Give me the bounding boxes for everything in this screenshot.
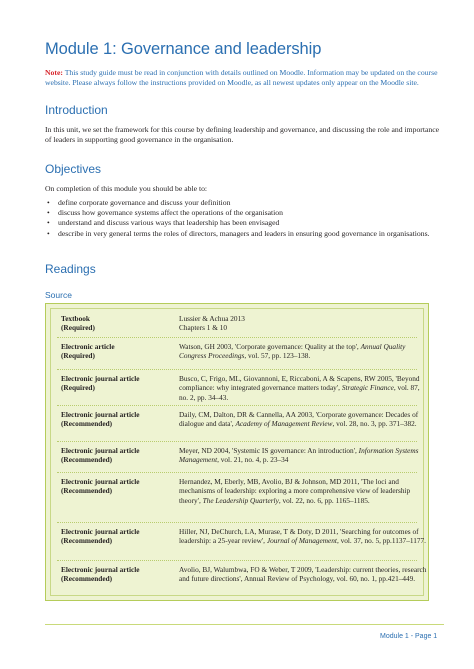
reading-type: Electronic journal article (Recommended) [61,565,140,584]
objective-text: describe in very general terms the roles of directors, managers and leaders in ensuring good governance in organisations. [58,228,430,238]
row-divider [57,472,417,473]
note-label: Note: [45,68,63,77]
reading-type: Electronic journal article (Recommended) [61,446,140,465]
reading-type: Electronic journal article (Required) [61,374,140,393]
objectives-list [45,198,445,239]
bullet-icon: • [47,208,50,218]
objective-item [45,229,445,239]
page-footer: Module 1 - Page 1 [380,633,438,640]
readings-heading: Readings [45,262,96,276]
footer-rule [45,624,444,625]
objective-item [45,208,445,218]
reading-type: Electronic journal article (Recommended) [61,410,140,429]
reading-reference: Hernandez, M, Eberly, MB, Avolio, BJ & Johnson, MD 2011, 'The loci and mechanisms of leadership: exploring a more comprehensive view of leadership theory', The Leadership Quarterly, vol. 22, no. 6, pp. 1165–1185. [179,477,411,505]
reading-reference: Watson, GH 2003, 'Corporate governance: Quality at the top', Annual Quality Congress Proceedings, vol. 57, pp. 123–138. [179,342,406,361]
page-title: Module 1: Governance and leadership [45,40,322,58]
note-text: This study guide must be read in conjunction with details outlined on Moodle. Information may be updated on the course website. Please always follow the instructions provided on Moodle, as all newest updates only appear on the Moodle site. [45,68,438,88]
bullet-icon: • [47,198,50,207]
objective-text: define corporate governance and discuss your definition [58,198,231,207]
reading-type: Textbook (Required) [61,314,95,333]
bullet-icon: • [47,228,50,238]
reading-reference: Busco, C, Frigo, ML, Giovannoni, E, Riccaboni, A & Scapens, RW 2005, 'Beyond compliance: why integrated governance matters today', Strategic Finance, vol. 87, no. 2, pp. 34–43. [179,374,420,402]
readings-table [45,303,429,601]
objective-item [45,198,445,208]
row-divider [57,405,417,406]
note-paragraph [45,68,445,88]
reading-reference: Avolio, BJ, Walumbwa, FO & Weber, T 2009, 'Leadership: current theories, research and future directions', Annual Review of Psychology, vol. 60, no. 1, pp.421–449. [179,565,427,584]
reading-reference: Meyer, ND 2004, 'Systemic IS governance: An introduction', Information Systems Management, vol. 21, no. 4, p. 23–34 [179,446,419,465]
introduction-text: In this unit, we set the framework for this course by defining leadership and governance, and discussing the role and importance of leaders in supporting good governance in the organisation. [45,125,440,145]
objectives-intro: On completion of this module you should be able to: [45,184,208,193]
row-divider [57,369,417,370]
reading-reference: Daily, CM, Dalton, DR & Cannella, AA 2003, 'Corporate governance: Decades of dialogue and data', Academy of Management Review, vol. 28, no. 3, pp. 371–382. [179,410,419,429]
readings-table-inner [50,308,427,596]
reading-type: Electronic journal article (Recommended) [61,477,140,496]
introduction-heading: Introduction [45,103,108,117]
row-divider [57,560,417,561]
reading-reference: Lussier & Achua 2013 Chapters 1 & 10 [179,314,245,333]
reading-type: Electronic article (Required) [61,342,115,361]
source-label: Source [45,290,72,300]
objectives-heading: Objectives [45,162,102,176]
row-divider [57,337,417,338]
objective-text: discuss how governance systems affect the operations of the organisation [58,208,283,218]
objective-text: understand and discuss various ways that leadership has been envisaged [58,218,280,228]
bullet-icon: • [47,218,50,228]
reading-type: Electronic journal article (Recommended) [61,527,140,546]
objective-item [45,218,445,228]
row-divider [57,441,417,442]
reading-reference: Hiller, NJ, DeChurch, LA, Murase, T & Doty, D 2011, 'Searching for outcomes of leadership: a 25-year review', Journal of Management, vol. 37, no. 5, pp.1137–1177. [179,527,427,546]
row-divider [57,522,417,523]
